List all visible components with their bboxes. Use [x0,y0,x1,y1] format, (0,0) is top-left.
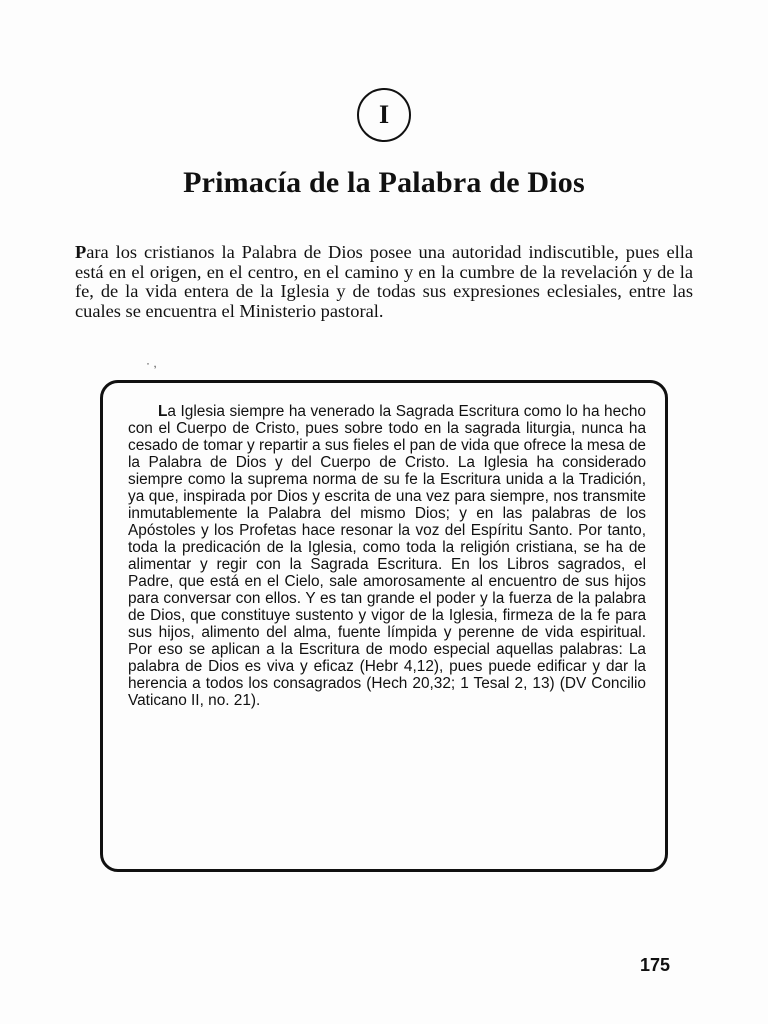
chapter-numeral: I [378,100,390,129]
quote-text: a Iglesia siempre ha venerado la Sagrada Escritura como lo ha hecho con el Cuerpo de Cristo, pues sobre todo en la sagrada liturgia, nunca ha cesado de tomar y repartir a sus fieles el pan de vida que ofrece la mesa de la Palabra de Dios y del Cuerpo de Cristo. La Iglesia ha considerado siempre como la suprema norma de su fe la Escritura unida a la Tradición, ya que, inspirada por Dios y escrita de una vez para siempre, nos transmite inmutablemente la Palabra del mismo Dios; y en las palabras de los Apóstoles y los Profetas hace resonar la voz del Espíritu Santo. Por tanto, toda la predicación de la Iglesia, como toda la religión cristiana, se ha de alimentar y regir con la Sagrada Escritura. En los Libros sagrados, el Padre, que está en el Cielo, sale amorosamente al encuentro de sus hijos para conversar con ellos. Y es tan grande el poder y la fuerza de la palabra de Dios, que constituye sustento y vigor de la Iglesia, firmeza de la fe para sus hijos, alimento del alma, fuente límpida y perenne de vida espiritual. Por eso se aplican a la Escritura de modo especial aquellas palabras: La palabra de Dios es viva y eficaz (Hebr 4,12), pues puede edificar y dar la herencia a todos los consagrados (Hech 20,32; 1 Tesal 2, 13) (DV Concilio Vaticano II, no. 21). [128,403,646,709]
chapter-number-badge [357,88,411,142]
intro-text: ara los cristianos la Palabra de Dios posee una autoridad indiscutible, pues ella está en el origen, en el centro, en el camino y en la cumbre de la revelación y de la fe, de la vida entera de la Iglesia y de todas sus expresiones eclesiales, entre las cuales se encuentra el Ministerio pastoral. [75,242,693,321]
intro-paragraph [75,243,693,321]
intro-initial: P [75,242,87,262]
quote-initial: L [158,403,168,420]
stray-marks: · , [146,356,157,370]
chapter-title: Primacía de la Palabra de Dios [183,166,585,199]
page-number: 175 [640,955,671,975]
quote-paragraph [128,403,646,709]
quote-box [100,380,668,872]
